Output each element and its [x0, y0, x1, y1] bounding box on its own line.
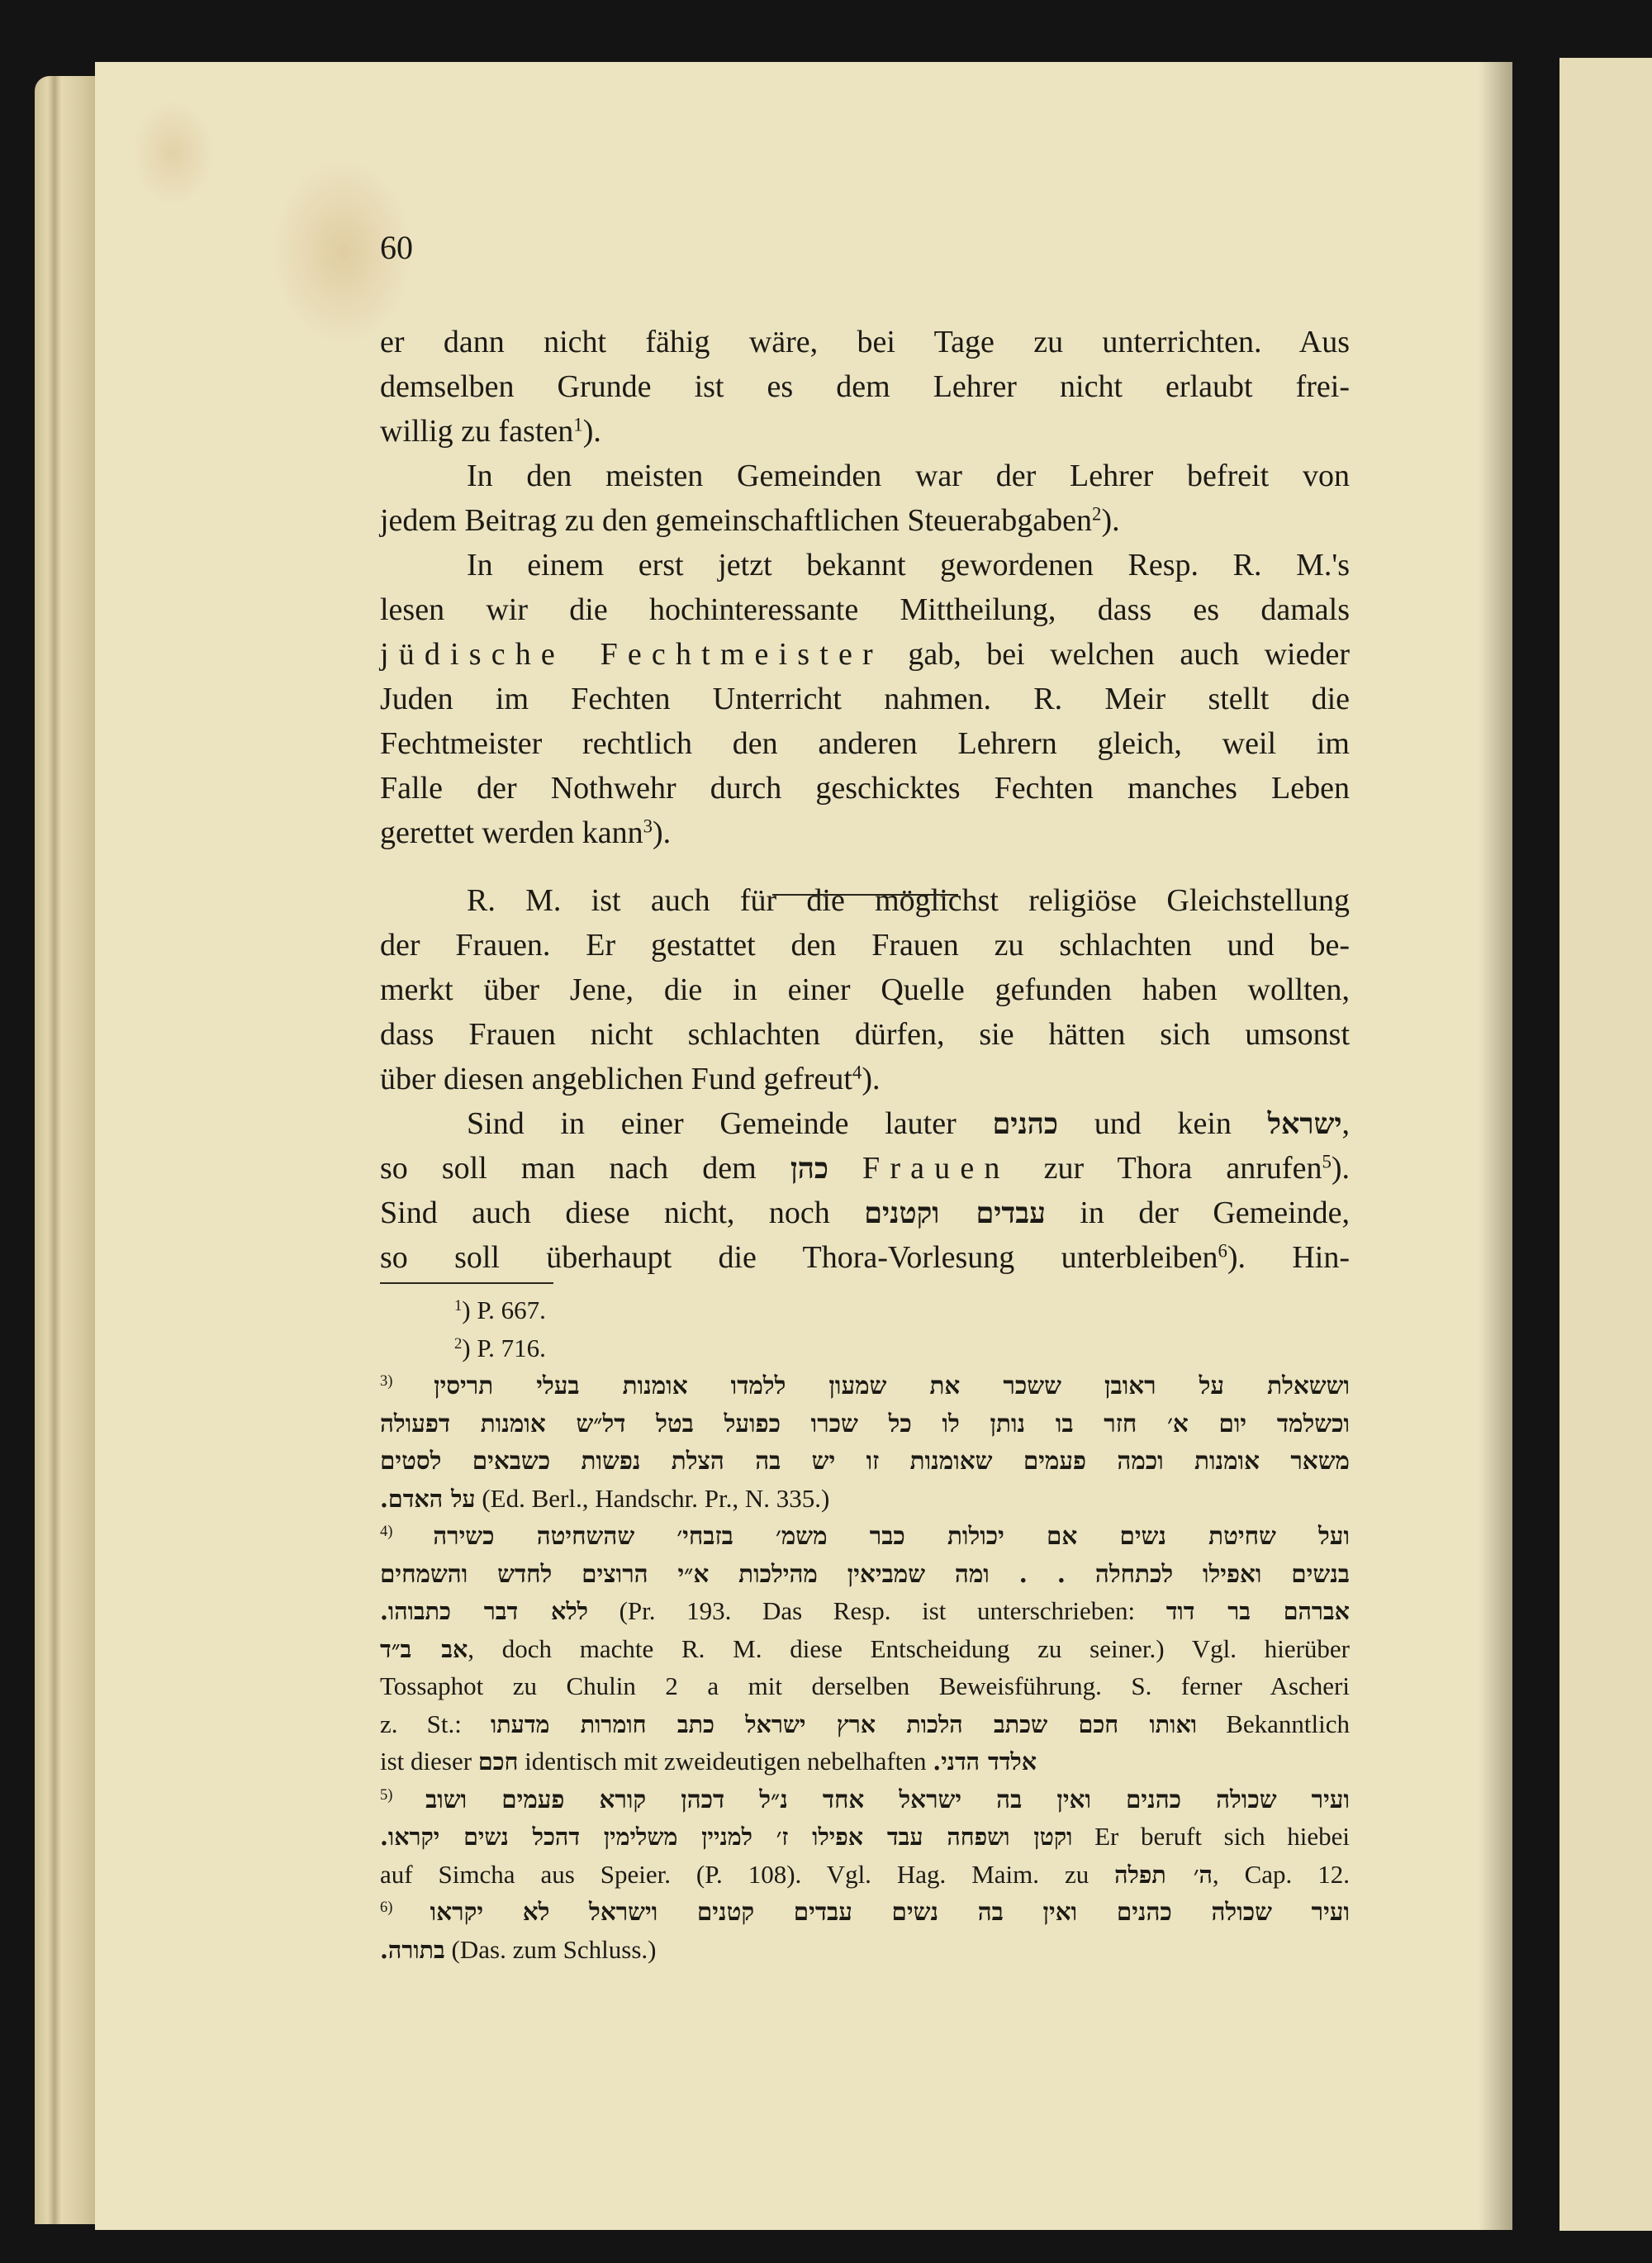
text-run: willig zu fasten	[380, 414, 574, 449]
footnote-marker: 1	[573, 414, 583, 435]
hebrew-text: וכשלמד יום א׳ חזר בו נותן לו כל שכרו כפועל בטל דל״ש אומנות דפעולה	[380, 1408, 1350, 1438]
text-run	[393, 1521, 434, 1550]
text-run: Falle der Nothwehr durch geschicktes Fechten manches Leben	[380, 771, 1350, 806]
footnote-line	[380, 1517, 1350, 1555]
hebrew-text: ה׳ תפלה	[1114, 1860, 1213, 1889]
hebrew-text: וקטן ושפחה עבד אפילו ז׳ למניין משלימין דהכל נשים יקראו.	[380, 1823, 1073, 1851]
text-run: gab, bei welchen auch wieder	[882, 637, 1350, 672]
text-run: z. St.:	[380, 1709, 491, 1738]
hebrew-text: ועיר שכולה כהנים ואין בה נשים עבדים קטנים וישראל לא יקראו	[430, 1897, 1350, 1926]
text-line	[380, 1012, 1350, 1057]
text-run	[393, 1897, 430, 1926]
facing-page-edge	[1559, 58, 1652, 2231]
text-line	[380, 967, 1350, 1012]
gutter-shadow	[1479, 62, 1512, 2230]
footnote-line	[380, 1818, 1350, 1856]
text-run: auf Simcha aus Speier. (P. 108). Vgl. Hag. Maim. zu	[380, 1859, 1115, 1889]
text-run: identisch mit zweideutigen nebelhaften	[518, 1747, 933, 1776]
footnote-marker: 5	[1322, 1151, 1332, 1172]
hebrew-text: כהנים	[992, 1107, 1059, 1141]
page-number: 60	[380, 229, 413, 266]
text-run: In den meisten Gemeinden war der Lehrer befreit von	[467, 459, 1350, 493]
text-run: so soll überhaupt die Thora-Vorlesung unterbleiben	[380, 1240, 1218, 1275]
hebrew-text: ועל שחיטת נשים אם יכולות כבר משמ׳ בזבחי׳ שהשחיטה כשירה	[433, 1521, 1350, 1550]
hebrew-text: חכם	[477, 1747, 519, 1776]
hebrew-text: ישראל	[1267, 1107, 1342, 1141]
text-run: merkt über Jene, die in einer Quelle gefunden haben wollten,	[380, 972, 1350, 1007]
text-run: der Frauen. Er gestattet den Frauen zu schlachten und be-	[380, 928, 1350, 963]
footnote-line	[380, 1931, 1350, 1969]
footnote-marker: 6)	[380, 1898, 393, 1916]
section-divider	[380, 855, 1350, 878]
text-line	[380, 364, 1350, 409]
text-line	[380, 409, 1350, 454]
footnote-line	[380, 1705, 1350, 1743]
text-run: dass Frauen nicht schlachten dürfen, sie hätten sich umsonst	[380, 1017, 1350, 1052]
hebrew-text: אלדד הדני.	[933, 1747, 1037, 1776]
footnote-line	[380, 1291, 1350, 1329]
hebrew-text: ללא דבר כתבוהו.	[380, 1597, 588, 1625]
text-run: ist dieser	[380, 1747, 478, 1776]
text-run: Er beruft sich hiebei	[1072, 1822, 1350, 1851]
text-run: ).	[1331, 1151, 1351, 1186]
footnote-line	[380, 1667, 1350, 1705]
text-run: Sind auch diese nicht, noch	[380, 1196, 865, 1230]
text-run: , Cap. 12.	[1212, 1859, 1350, 1889]
text-run: (Das. zum Schluss.)	[444, 1934, 657, 1964]
footnote-marker: 4	[852, 1062, 862, 1083]
text-run	[828, 1151, 862, 1186]
text-run: (Ed. Berl., Handschr. Pr., N. 335.)	[475, 1483, 830, 1513]
text-run: jüdische Fechtmeister	[380, 637, 883, 672]
footnote-marker: 3)	[380, 1372, 393, 1390]
footnote-marker: 3	[643, 815, 653, 837]
footnote-line	[380, 1442, 1350, 1480]
footnote-line	[380, 1630, 1350, 1668]
footnote-line	[380, 1742, 1350, 1780]
text-run: Fechtmeister rechtlich den anderen Lehrern gleich, weil im	[380, 726, 1350, 761]
text-run: Sind in einer Gemeinde lauter	[467, 1106, 993, 1141]
footnote-rule	[380, 1282, 553, 1284]
text-run: gerettet werden kann	[380, 815, 643, 850]
text-run	[393, 1371, 434, 1400]
footnote-marker: 2	[1092, 503, 1102, 525]
footnote-line	[380, 1480, 1350, 1518]
hebrew-text: כהן	[790, 1152, 828, 1186]
text-run: In einem erst jetzt bekannt gewordenen Resp. R. M.'s	[467, 548, 1350, 582]
footnote-marker: 1	[454, 1296, 463, 1315]
text-run: über diesen angeblichen Fund gefreut	[380, 1062, 852, 1096]
text-line	[380, 766, 1350, 811]
hebrew-text: בתורה.	[380, 1935, 445, 1964]
hebrew-text: בנשים ואפילו לכתחלה . . ומה שמביאין מהילכות א״י הרוצים לחדש והשמחים	[380, 1558, 1350, 1588]
text-line	[380, 1101, 1350, 1146]
text-run: R. M. ist auch für die möglichst religiöse Gleichstellung	[467, 883, 1350, 918]
text-run: er dann nicht fähig wäre, bei Tage zu unterrichten. Aus	[380, 325, 1350, 359]
text-line	[380, 811, 1350, 855]
text-run: ,	[1341, 1106, 1350, 1141]
hebrew-text: ואותו חכם שכתב הלכות ארץ ישראל כתב חומרות מדעתו	[491, 1709, 1198, 1738]
text-line	[380, 1191, 1350, 1235]
body-text	[380, 320, 1350, 1280]
hebrew-text: אב ב״ד	[380, 1634, 468, 1663]
text-line	[380, 878, 1350, 923]
footnote-line	[380, 1893, 1350, 1931]
text-line	[380, 677, 1350, 721]
page-stack-edges	[35, 76, 101, 2224]
text-line	[380, 721, 1350, 766]
text-run: ) P. 667.	[462, 1296, 546, 1324]
hebrew-text: ועיר שכולה כהנים ואין בה ישראל אחד נ״ל דכהן קורא פעמים ושוב	[425, 1784, 1350, 1814]
hebrew-text: אברהם בר דוד	[1165, 1597, 1350, 1625]
footnote-line	[380, 1856, 1350, 1894]
text-run: zur Thora anrufen	[1009, 1151, 1322, 1186]
text-line	[380, 587, 1350, 632]
footnote-line	[380, 1329, 1350, 1367]
footnote-marker: 6	[1218, 1240, 1227, 1262]
text-line	[380, 923, 1350, 967]
text-run: jedem Beitrag zu den gemeinschaftlichen Steuerabgaben	[380, 503, 1093, 538]
text-line	[380, 498, 1350, 543]
text-run: und kein	[1058, 1106, 1268, 1141]
text-run: ). Hin-	[1227, 1240, 1350, 1275]
text-run	[393, 1785, 426, 1814]
text-run: Frauen	[862, 1151, 1010, 1186]
text-line	[380, 1146, 1350, 1191]
footnote-line	[380, 1780, 1350, 1818]
text-line	[380, 320, 1350, 364]
text-run: lesen wir die hochinteressante Mittheilung, dass es damals	[380, 592, 1350, 627]
footnote-marker: 5)	[380, 1785, 393, 1804]
text-line	[380, 1235, 1350, 1280]
footnote-line	[380, 1405, 1350, 1443]
text-run: in der Gemeinde,	[1045, 1196, 1350, 1230]
text-run: Tossaphot zu Chulin 2 a mit derselben Beweisführung. S. ferner Ascheri	[380, 1671, 1350, 1700]
text-line	[380, 543, 1350, 587]
footnote-line	[380, 1555, 1350, 1593]
footnote-line	[380, 1367, 1350, 1405]
text-line	[380, 1057, 1350, 1101]
text-run: so soll man nach dem	[380, 1151, 790, 1186]
footnote-marker: 2	[454, 1334, 463, 1353]
text-run: ).	[653, 815, 672, 850]
text-run: Juden im Fechten Unterricht nahmen. R. Meir stellt die	[380, 682, 1350, 716]
text-line	[380, 454, 1350, 498]
text-run: (Pr. 193. Das Resp. ist unterschrieben:	[588, 1596, 1166, 1625]
footnotes	[380, 1291, 1350, 1968]
text-run: ).	[1101, 503, 1120, 538]
text-line	[380, 632, 1350, 677]
hebrew-text: משאר אומנות וכמה פעמים שאומנות זו יש בה הצלת נפשות כשבאים לסטים	[380, 1446, 1350, 1475]
text-run: demselben Grunde ist es dem Lehrer nicht erlaubt frei-	[380, 369, 1350, 404]
footnote-marker: 4)	[380, 1522, 393, 1540]
text-run: , doch machte R. M. diese Entscheidung zu seiner.) Vgl. hierüber	[468, 1633, 1350, 1663]
hebrew-text: עבדים וקטנים	[864, 1196, 1046, 1230]
footnote-line	[380, 1592, 1350, 1630]
text-run: Bekanntlich	[1197, 1709, 1351, 1738]
text-run: ).	[582, 414, 601, 449]
text-run: ).	[862, 1062, 881, 1096]
hebrew-text: וששאלת על ראובן ששכר את שמעון ללמדו אומנות בעלי תריסין	[434, 1371, 1350, 1400]
text-run: ) P. 716.	[462, 1333, 546, 1362]
hebrew-text: על האדם.	[380, 1484, 476, 1513]
